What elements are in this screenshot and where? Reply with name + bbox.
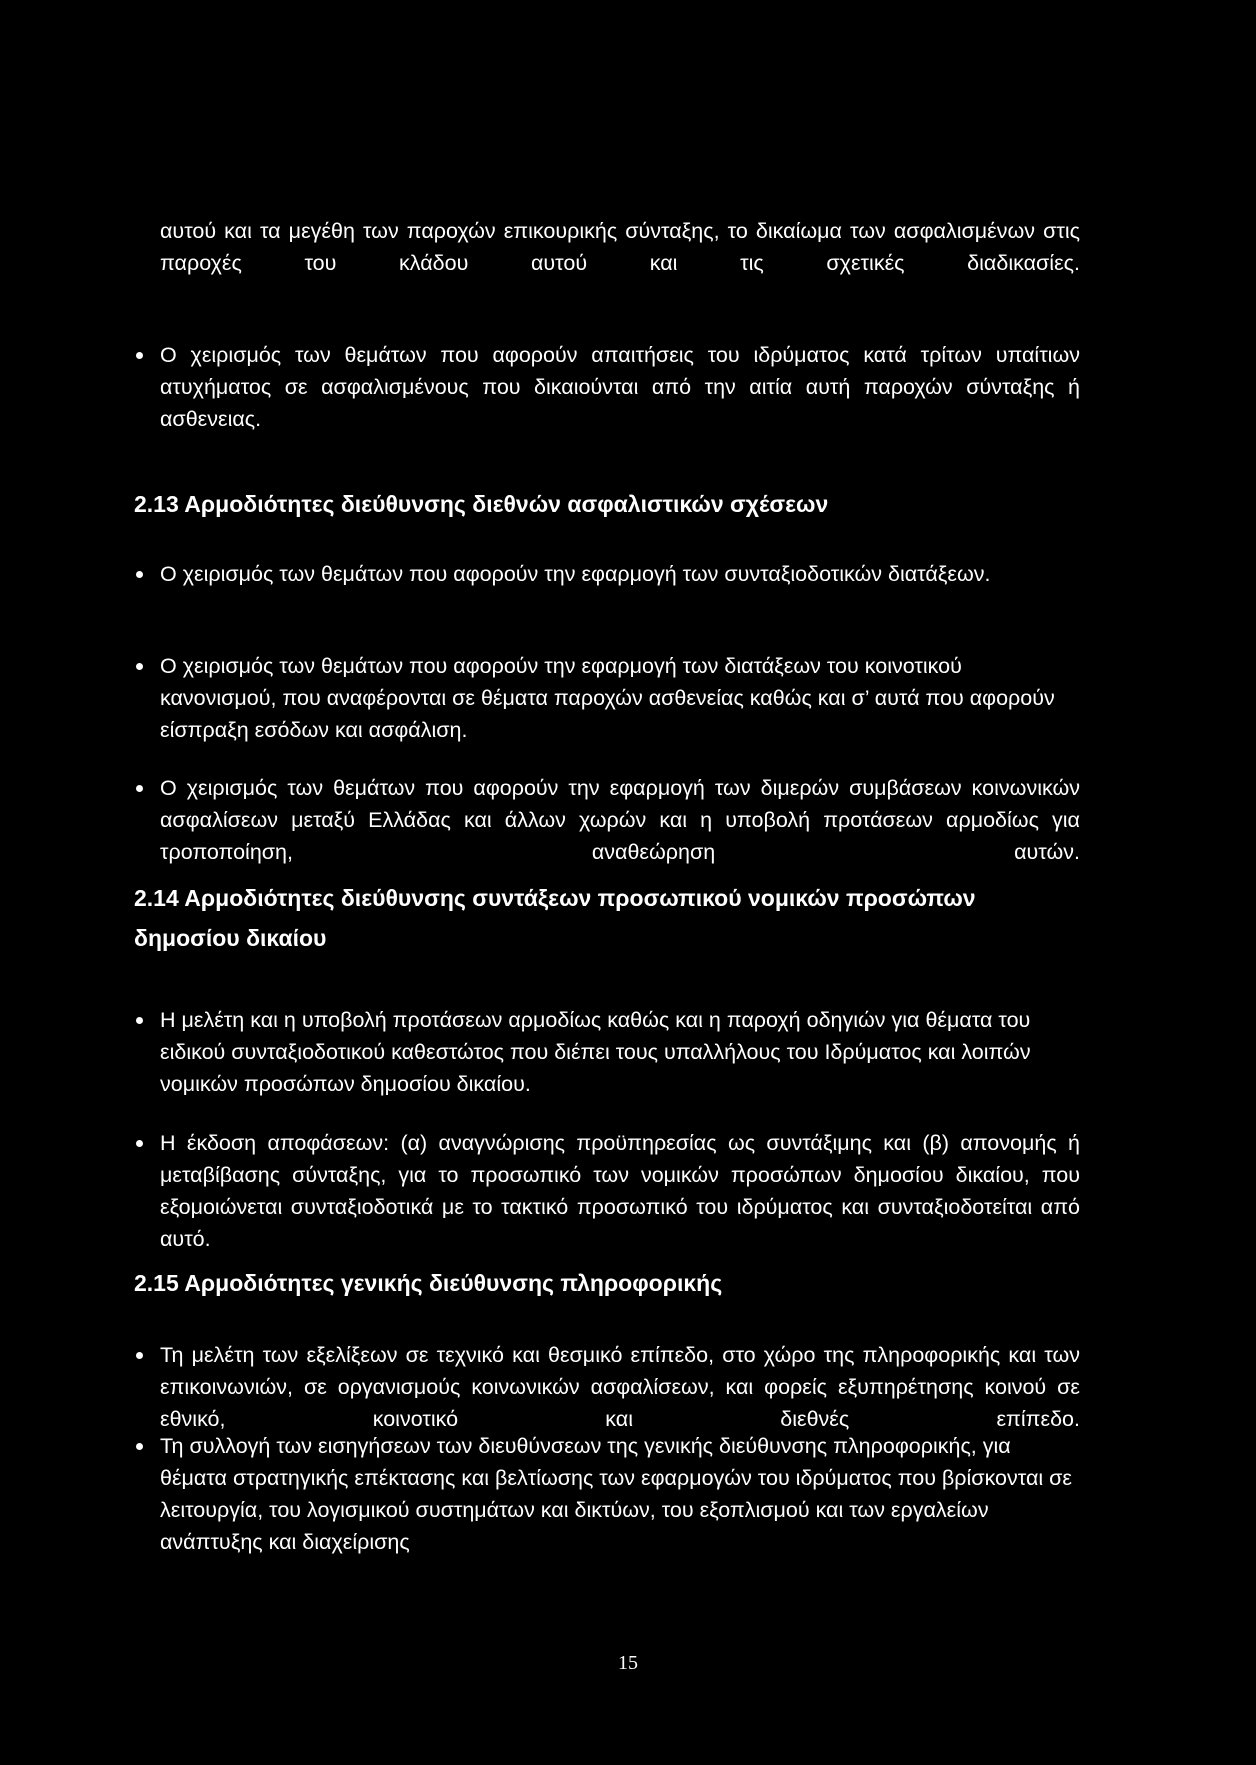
section-heading: 2.14 Αρμοδιότητες διεύθυνσης συντάξεων προσωπικού νομικών προσώπων δημοσίου δικαίου [134,885,976,951]
bullet-icon [136,1443,143,1450]
list-item-text: Ο χειρισμός των θεμάτων που αφορούν την εφαρμογή των διμερών συμβάσεων κοινωνικών ασφαλίσεων μεταξύ Ελλάδας και άλλων χωρών και η υποβολή προτάσεων αρμοδίως για τροποποίηση, αναθεώρηση αυτών. [160,776,1080,864]
list-item-text: Ο χειρισμός των θεμάτων που αφορούν απαιτήσεις του ιδρύματος κατά τρίτων υπαίτιων ατυχήματος σε ασφαλισμένους που δικαιούνται από την αιτία αυτή παροχών σύνταξης ή ασθενειας. [160,343,1080,431]
list-item [160,1430,1080,1558]
section-heading: 2.15 Αρμοδιότητες γενικής διεύθυνσης πληροφορικής [134,1270,723,1296]
bullet-icon [136,785,143,792]
bullet-icon [136,352,143,359]
list-item-text: Ο χειρισμός των θεμάτων που αφορούν την εφαρμογή των διατάξεων του κοινοτικού κανονισμού, που αναφέρονται σε θέματα παροχών ασθενείας καθώς και σ’ αυτά που αφορούν είσπραξη εσόδων και ασφάλιση. [160,654,1055,742]
bullet-icon [136,1352,143,1359]
list-item [160,558,1080,590]
intro-paragraph: αυτού και τα μεγέθη των παροχών επικουρικής σύνταξης, το δικαίωμα των ασφαλισμένων στις παροχές του κλάδου αυτού και τις σχετικές διαδικασίες. [160,219,1080,275]
list-item [160,650,1080,746]
list-item [160,1004,1080,1100]
bullet-icon [136,663,143,670]
list-item-text: Τη συλλογή των εισηγήσεων των διευθύνσεων της γενικής διεύθυνσης πληροφορικής, για θέματα στρατηγικής επέκτασης και βελτίωσης των εφαρμογών του ιδρύματος που βρίσκονται σε λειτουργία, του λογισμικού συστημάτων και δικτύων, του εξοπλισμού και των εργαλείων ανάπτυξης και διαχείρισης [160,1434,1072,1554]
bullet-icon [136,1140,143,1147]
bullet-icon [136,1017,143,1024]
list-item [160,339,1080,467]
bullet-icon [136,571,143,578]
list-item-text: Ο χειρισμός των θεμάτων που αφορούν την εφαρμογή των συνταξιοδοτικών διατάξεων. [160,562,991,586]
page-number: 15 [618,1652,638,1674]
list-item-text: Η έκδοση αποφάσεων: (α) αναγνώρισης προϋπηρεσίας ως συντάξιμης και (β) απονομής ή μεταβίβασης σύνταξης, για το προσωπικό των νομικών προσώπων δημοσίου δικαίου, που εξομοιώνεται συνταξιοδοτικά με το τακτικό προσωπικό του ιδρύματος και συνταξιοδοτείται από αυτό. [160,1131,1080,1251]
list-item-text: Τη μελέτη των εξελίξεων σε τεχνικό και θεσμικό επίπεδο, στο χώρο της πληροφορικής και των επικοινωνιών, σε οργανισμούς κοινωνικών ασφαλίσεων, και φορείς εξυπηρέτησης κοινού σε εθνικό, κοινοτικό και διεθνές επίπεδο. [160,1343,1080,1431]
list-item-text: Η μελέτη και η υποβολή προτάσεων αρμοδίως καθώς και η παροχή οδηγιών για θέματα του ειδικού συνταξιοδοτικού καθεστώτος που διέπει τους υπαλλήλους του Ιδρύματος και λοιπών νομικών προσώπων δημοσίου δικαίου. [160,1008,1031,1096]
section-heading: 2.13 Αρμοδιότητες διεύθυνσης διεθνών ασφαλιστικών σχέσεων [134,491,829,517]
